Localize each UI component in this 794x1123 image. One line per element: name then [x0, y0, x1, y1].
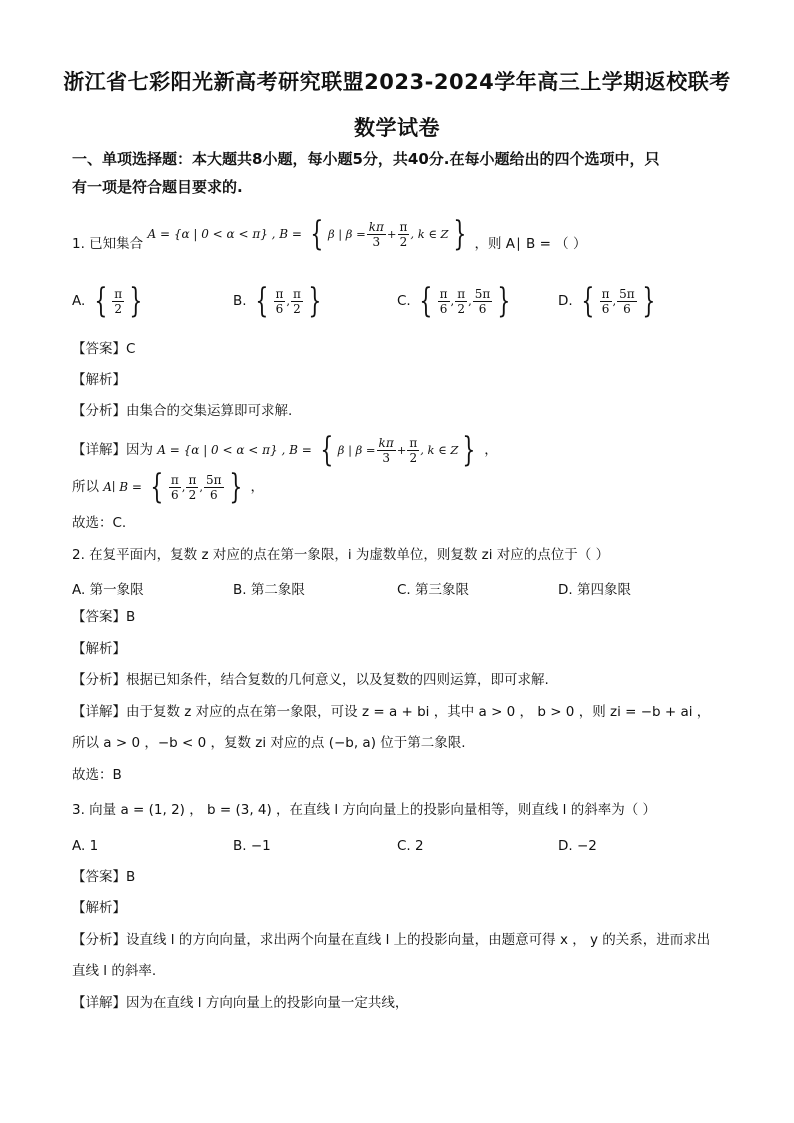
- q1-suffix: ，则 A∣ B = （ ）: [474, 236, 587, 252]
- question-3-stem: 3. 向量 a = (1, 2) ， b = (3, 4) ，在直线 l 方向向量上的投影向量相等，则直线 l 的斜率为（ ）: [72, 802, 657, 818]
- q3-xiangjie: 【详解】因为在直线 l 方向向量上的投影向量一定共线，: [72, 995, 409, 1011]
- q1-answer: 【答案】C: [72, 341, 136, 357]
- q3-answer: 【答案】B: [72, 869, 136, 885]
- q2-fenxi: 【分析】根据已知条件，结合复数的几何意义，以及复数的四则运算，即可求解.: [72, 672, 549, 688]
- q2-choose: 故选：B: [72, 767, 122, 783]
- right-brace-icon: }: [452, 214, 466, 254]
- page-title: 浙江省七彩阳光新高考研究联盟2023-2024学年高三上学期返校联考: [63, 70, 731, 94]
- page-subtitle: 数学试卷: [354, 116, 440, 140]
- q2-option-c: C. 第三象限: [397, 582, 470, 598]
- q2-xiangjie: 【详解】由于复数 z 对应的点在第一象限，可设 z = a + bi ，其中 a > 0 ， b > 0 ，则 zi = −b + ai ，: [72, 704, 711, 720]
- q3-fenxi-line2: 直线 l 的斜率.: [72, 963, 157, 979]
- q1-prefix: 1. 已知集合: [72, 236, 144, 252]
- q3-fenxi: 【分析】设直线 l 的方向向量，求出两个向量在直线 l 上的投影向量，由题意可得 x ， y 的关系，进而求出: [72, 932, 711, 948]
- left-brace-icon: {: [310, 214, 324, 254]
- q1-option-a: A. { $\frac{\pi}{2}$ }: [72, 281, 143, 321]
- section-heading-line1: 一、单项选择题：本大题共8小题，每小题5分，共40分.在每小题给出的四个选项中，只: [72, 150, 660, 168]
- q1-set-a: A = {α | 0 < α < π} , B =: [147, 227, 302, 241]
- q1-xiangjie: 【详解】因为 A = {α | 0 < α < π} , B = { β | β = $\frac{k\pi}{3}$ + $\frac{\pi}{2}$ , k ∈ Z } ，: [72, 430, 498, 470]
- q2-answer: 【答案】B: [72, 609, 136, 625]
- q1-option-c: C. { $\frac{\pi}{6}$ , $\frac{\pi}{2}$ , $\frac{5\pi}{6}$ }: [397, 281, 511, 321]
- q1-option-d: D. { $\frac{\pi}{6}$ , $\frac{5\pi}{6}$ }: [558, 281, 656, 321]
- q2-option-d: D. 第四象限: [558, 582, 631, 598]
- q1-set-b: { β | β = $\frac{k\pi}{3}$ + $\frac{\pi}{2}$ , k ∈ Z }: [310, 214, 466, 254]
- q3-analysis-label: 【解析】: [72, 900, 126, 916]
- section-heading-line2: 有一项是符合题目要求的.: [72, 178, 243, 196]
- q3-option-a: A. 1: [72, 838, 99, 854]
- q1-analysis-label: 【解析】: [72, 372, 126, 388]
- q2-option-a: A. 第一象限: [72, 582, 144, 598]
- q1-choose: 故选：C.: [72, 515, 127, 531]
- question-2-stem: 2. 在复平面内，复数 z 对应的点在第一象限，i 为虚数单位，则复数 zi 对应的点位于（ ）: [72, 547, 610, 563]
- q1-intersection: 所以 A∣ B = { $\frac{\pi}{6}$ , $\frac{\pi}{2}$ , $\frac{5\pi}{6}$ } ，: [72, 467, 264, 507]
- q2-analysis-label: 【解析】: [72, 641, 126, 657]
- q3-option-c: C. 2: [397, 838, 424, 854]
- q2-conclusion: 所以 a > 0 ，−b < 0 ，复数 zi 对应的点 (−b, a) 位于第二象限.: [72, 735, 466, 751]
- question-1-stem: [72, 214, 587, 264]
- q2-option-b: B. 第二象限: [233, 582, 305, 598]
- q3-option-d: D. −2: [558, 838, 597, 854]
- q3-option-b: B. −1: [233, 838, 271, 854]
- q1-fenxi: 【分析】由集合的交集运算即可求解.: [72, 403, 293, 419]
- q1-option-b: B. { $\frac{\pi}{6}$ , $\frac{\pi}{2}$ }: [233, 281, 322, 321]
